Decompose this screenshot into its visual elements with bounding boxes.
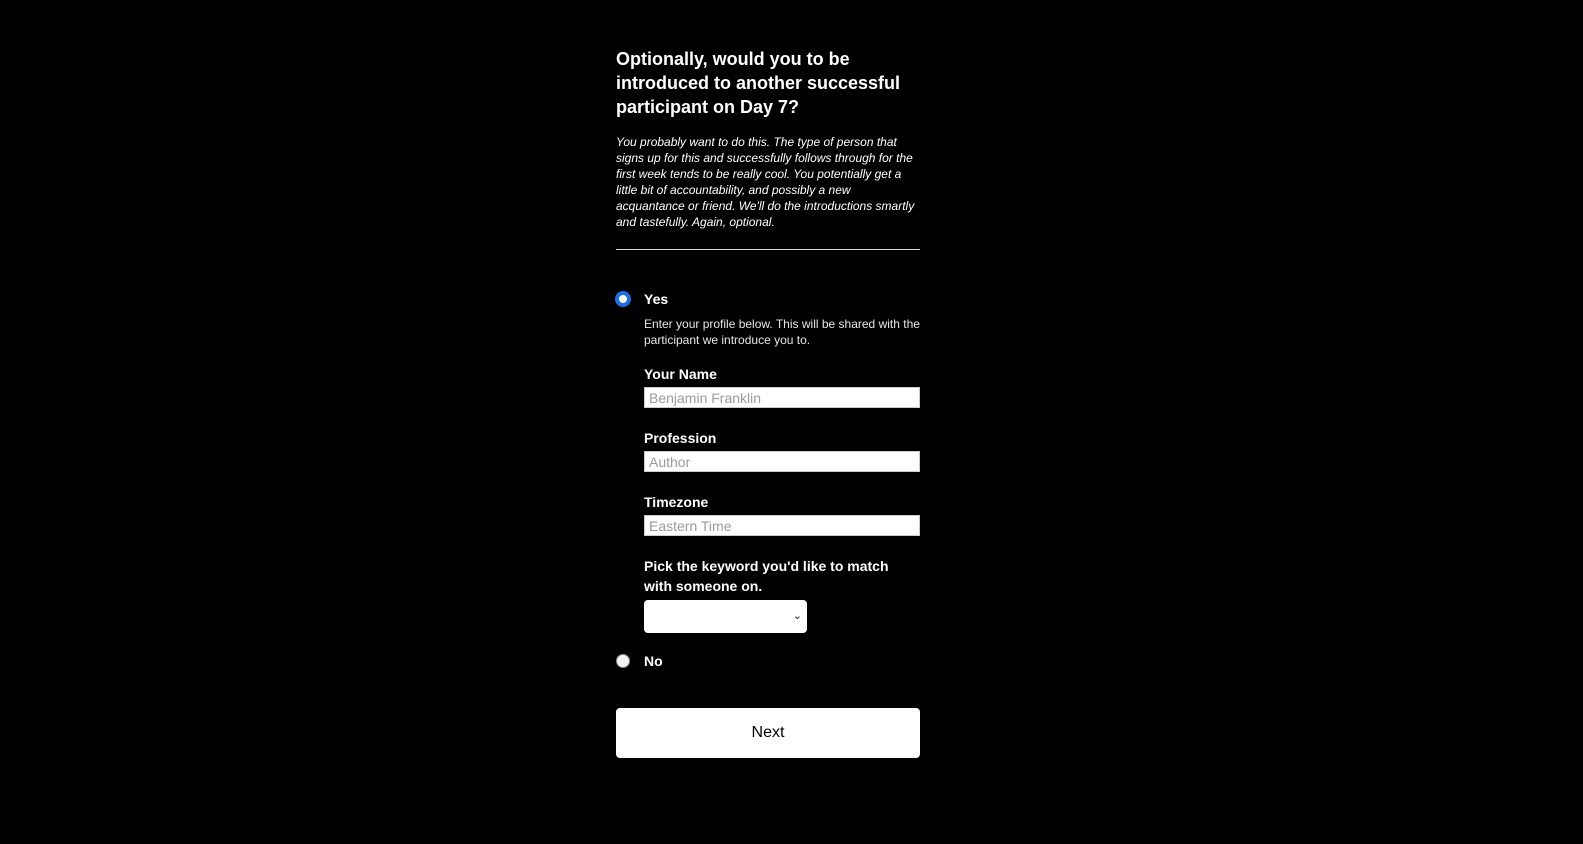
yes-label[interactable]: Yes <box>644 291 669 307</box>
keyword-label: Pick the keyword you'd like to match with someone on. <box>644 558 889 594</box>
no-radio[interactable] <box>616 654 630 668</box>
chevron-down-icon: ⌄ <box>792 609 802 622</box>
profile-section <box>644 316 920 633</box>
no-label[interactable]: No <box>644 653 663 669</box>
keyword-select[interactable] <box>644 600 807 633</box>
divider <box>616 249 920 250</box>
question-title: Optionally, would you to be introduced to another successful participant on Day 7? <box>616 49 901 117</box>
timezone-input[interactable] <box>644 515 920 536</box>
next-button[interactable]: Next <box>616 708 920 758</box>
yes-radio[interactable] <box>616 292 630 306</box>
timezone-label: Timezone <box>644 494 709 510</box>
name-input[interactable] <box>644 387 920 408</box>
profession-label: Profession <box>644 430 717 446</box>
profession-input[interactable] <box>644 451 920 472</box>
profile-note: Enter your profile below. This will be shared with the participant we introduce you to. <box>644 317 920 347</box>
question-description: You probably want to do this. The type of person that signs up for this and successfully follows through for the first week tends to be really cool. You potentially get a little bit of accountability, and possibly a new acquantance or friend. We'll do the introductions smartly and tastefully. Again, optional. <box>616 135 915 229</box>
option-no[interactable] <box>616 651 920 671</box>
intro-form <box>616 47 920 758</box>
option-yes[interactable] <box>616 289 920 309</box>
name-label: Your Name <box>644 366 717 382</box>
